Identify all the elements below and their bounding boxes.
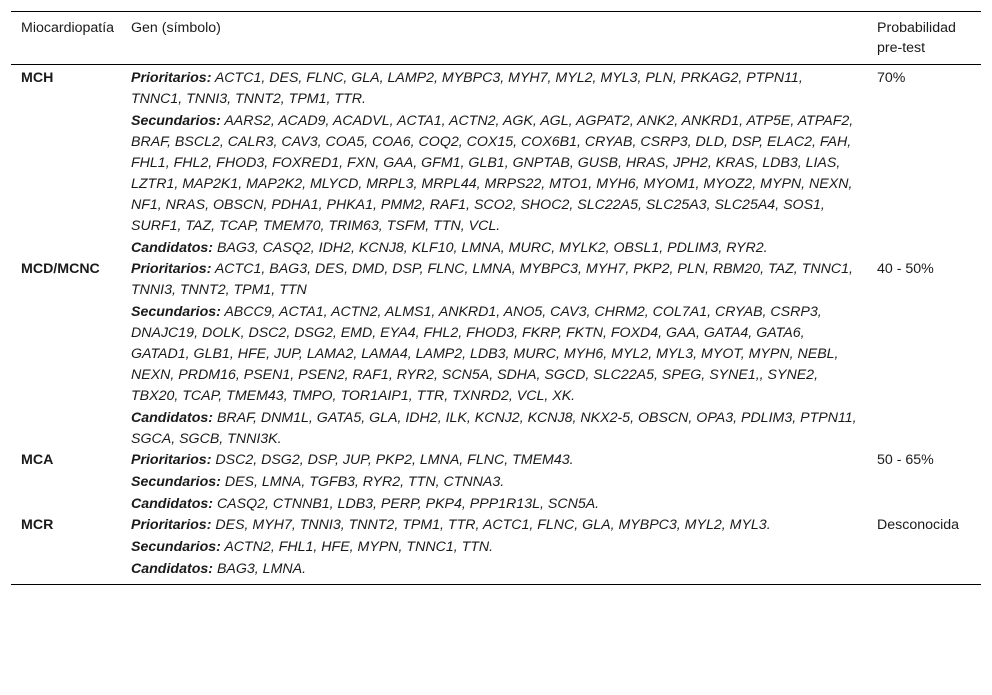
gene-list: DSC2, DSG2, DSP, JUP, PKP2, LMNA, FLNC, TMEM43. [215, 452, 574, 468]
header-probability: Probabilidad pre-test [867, 12, 981, 65]
gene-group-label: Candidatos: [131, 240, 213, 256]
cardiomyopathy-name: MCA [21, 452, 54, 468]
gene-list: ACTN2, FHL1, HFE, MYPN, TNNC1, TTN. [224, 539, 494, 555]
gene-group-label: Secundarios: [131, 304, 221, 320]
gene-group [131, 537, 857, 558]
gene-list: BRAF, DNM1L, GATA5, GLA, IDH2, ILK, KCNJ2, KCNJ8, NKX2-5, OBSCN, OPA3, PDLIM3, PTPN11, SGCA, SGCB, TNNI3K. [131, 410, 857, 447]
gene-group-label: Candidatos: [131, 410, 213, 426]
gene-list: ACTC1, DES, FLNC, GLA, LAMP2, MYBPC3, MYH7, MYL2, MYL3, PLN, PRKAG2, PTPN11, TNNC1, TNNI3, TNNT2, TPM1, TTR. [131, 70, 803, 107]
gene-group [131, 111, 857, 237]
gene-group [131, 450, 857, 471]
gene-cell [121, 65, 867, 260]
gene-list: DES, LMNA, TGFB3, RYR2, TTN, CTNNA3. [224, 474, 505, 490]
table-row [11, 65, 981, 260]
gene-group-label: Secundarios: [131, 539, 221, 555]
gene-group-label: Secundarios: [131, 474, 221, 490]
pretest-probability: 50 - 65% [877, 452, 934, 468]
gene-list: DES, MYH7, TNNI3, TNNT2, TPM1, TTR, ACTC1, FLNC, GLA, MYBPC3, MYL2, MYL3. [215, 517, 771, 533]
cardiomyopathy-name: MCD/MCNC [21, 261, 100, 277]
gene-group [131, 494, 857, 515]
gene-group-label: Prioritarios: [131, 261, 212, 277]
table-row [11, 259, 981, 450]
gene-group [131, 68, 857, 110]
gene-cell [121, 259, 867, 450]
gene-list: AARS2, ACAD9, ACADVL, ACTA1, ACTN2, AGK, AGL, AGPAT2, ANK2, ANKRD1, ATP5E, ATPAF2, BRAF, BSCL2, CALR3, CAV3, COA5, COA6, COQ2, COX15, COX6B1, CRYAB, CSRP3, DLD, DSP, ELAC2, FAH, FHL1, FHL2, FHOD3, FOXRED1, FXN, GAA, GFM1, GLB1, GNPTAB, GUSB, HRAS, JPH2, KRAS, LDB3, LIAS, LZTR1, MAP2K1, MAP2K2, MLYCD, MRPL3, MRPL44, MRPS22, MTO1, MYH6, MYOM1, MYOZ2, MYPN, NEXN, NF1, NRAS, OBSCN, PDHA1, PHKA1, PMM2, RAF1, SCO2, SHOC2, SLC22A5, SLC25A3, SLC25A4, SOS1, SURF1, TAZ, TCAP, TMEM70, TRIM63, TSFM, TTN, VCL. [131, 113, 854, 234]
gene-list: ACTC1, BAG3, DES, DMD, DSP, FLNC, LMNA, MYBPC3, MYH7, PKP2, PLN, RBM20, TAZ, TNNC1, TNNI3, TNNT2, TPM1, TTN [131, 261, 853, 298]
gene-group [131, 302, 857, 407]
table-header-row [11, 12, 981, 65]
gene-list: BAG3, LMNA. [216, 561, 307, 577]
table-row [11, 515, 981, 585]
gene-table-container [11, 11, 981, 585]
gene-group-label: Candidatos: [131, 561, 213, 577]
gene-list: CASQ2, CTNNB1, LDB3, PERP, PKP4, PPP1R13L, SCN5A. [216, 496, 600, 512]
pretest-probability: 40 - 50% [877, 261, 934, 277]
cardiomyopathy-name: MCH [21, 70, 54, 86]
table-row [11, 450, 981, 515]
cardiomyopathy-name: MCR [11, 515, 121, 585]
gene-group-label: Prioritarios: [131, 452, 212, 468]
pretest-probability: 70% [877, 70, 906, 86]
header-gene: Gen (símbolo) [121, 12, 867, 65]
pretest-probability: Desconocida [867, 515, 981, 585]
gene-cell [121, 515, 867, 585]
gene-group [131, 515, 857, 536]
gene-group [131, 472, 857, 493]
gene-group-label: Secundarios: [131, 113, 221, 129]
gene-group [131, 238, 857, 259]
gene-list: BAG3, CASQ2, IDH2, KCNJ8, KLF10, LMNA, MURC, MYLK2, OBSL1, PDLIM3, RYR2. [216, 240, 768, 256]
gene-list: ABCC9, ACTA1, ACTN2, ALMS1, ANKRD1, ANO5, CAV3, CHRM2, COL7A1, CRYAB, CSRP3, DNAJC19, DOLK, DSC2, DSG2, EMD, EYA4, FHL2, FHOD3, FKRP, FKTN, FOXD4, GAA, GATA4, GATA6, GATAD1, GLB1, HFE, JUP, LAMA2, LAMA4, LAMP2, LDB3, MURC, MYH6, MYL2, MYL3, MYOT, MYPN, NEBL, NEXN, PRDM16, PSEN1, PSEN2, RAF1, RYR2, SCN5A, SDHA, SGCD, SLC22A5, SPEG, SYNE1,, SYNE2, TBX20, TCAP, TMEM43, TMPO, TOR1AIP1, TTR, TXNRD2, VCL, XK. [131, 304, 839, 404]
table-body [11, 65, 981, 585]
gene-cell [121, 450, 867, 515]
gene-group-label: Candidatos: [131, 496, 213, 512]
cardiomyopathy-gene-table [11, 11, 981, 585]
gene-group [131, 408, 857, 450]
gene-group-label: Prioritarios: [131, 517, 212, 533]
gene-group [131, 559, 857, 580]
gene-group [131, 259, 857, 301]
gene-group-label: Prioritarios: [131, 70, 212, 86]
header-cardiomyopathy: Miocardiopatía [11, 12, 121, 65]
